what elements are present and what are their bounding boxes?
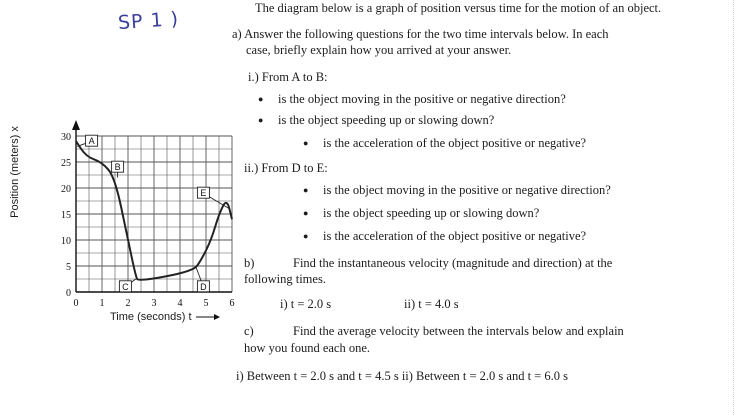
part-b-time-2: ii) t = 4.0 s	[404, 297, 459, 311]
bullet-icon: ●	[303, 208, 309, 218]
bullet-icon: ●	[258, 115, 264, 125]
y-tick-label: 0	[66, 288, 71, 299]
x-tick-label: 0	[73, 298, 79, 309]
x-tick-label: 1	[99, 298, 105, 309]
part-ii-question-1: is the object moving in the positive or negative direction?	[323, 183, 611, 197]
point-label: C	[122, 281, 129, 292]
part-b-line2: following times.	[244, 272, 326, 286]
y-tick-label: 25	[61, 158, 71, 169]
part-a-line1: a) Answer the following questions for the two time intervals below. In each	[232, 27, 609, 41]
part-b-line1: Find the instantaneous velocity (magnitude and direction) at the	[293, 256, 613, 270]
part-ii-question-3: is the acceleration of the object positive or negative?	[323, 229, 587, 243]
y-tick-label: 30	[61, 132, 71, 143]
part-ii-heading: ii.) From D to E:	[244, 161, 328, 175]
graph-x-axis-label: Time (seconds) t	[110, 311, 192, 323]
part-c-intervals: i) Between t = 2.0 s and t = 4.5 s ii) Between t = 2.0 s and t = 6.0 s	[236, 369, 568, 383]
part-i-heading: i.) From A to B:	[248, 70, 328, 84]
point-label: E	[200, 188, 207, 199]
y-tick-label: 15	[61, 210, 71, 221]
part-b-label: b)	[244, 256, 255, 270]
position-time-graph	[0, 0, 240, 330]
part-c-line1: Find the average velocity between the intervals below and explain	[293, 324, 624, 338]
part-ii-question-2: is the object speeding up or slowing down?	[323, 206, 540, 220]
point-label: D	[200, 281, 207, 292]
part-a-line2: case, briefly explain how you arrived at your answer.	[246, 43, 512, 57]
page-edge	[729, 0, 734, 415]
bullet-icon: ●	[303, 231, 309, 241]
point-label: B	[114, 162, 121, 173]
y-axis-arrow	[72, 120, 80, 130]
part-i-question-3: is the acceleration of the object positive or negative?	[323, 136, 587, 150]
part-c-line2: how you found each one.	[244, 341, 371, 355]
y-tick-label: 5	[66, 262, 71, 273]
part-b-time-1: i) t = 2.0 s	[280, 297, 332, 311]
x-tick-label: 5	[203, 298, 209, 309]
graph-grid	[76, 136, 232, 292]
bullet-icon: ●	[303, 138, 309, 148]
bullet-icon: ●	[258, 94, 264, 104]
graph-y-axis-label: Position (meters) x	[9, 126, 21, 218]
graph-point-labels	[86, 135, 210, 292]
x-tick-label: 4	[177, 298, 183, 309]
point-label: A	[88, 136, 95, 147]
x-tick-label: 3	[151, 298, 157, 309]
y-tick-label: 10	[61, 236, 71, 247]
part-i-question-1: is the object moving in the positive or negative direction?	[278, 92, 566, 106]
x-tick-label: 2	[125, 298, 131, 309]
part-i-question-2: is the object speeding up or slowing down?	[278, 113, 495, 127]
x-tick-label: 6	[229, 298, 235, 309]
y-tick-label: 20	[61, 184, 71, 195]
handwritten-label: SP 1 )	[117, 7, 180, 35]
intro-text: The diagram below is a graph of position versus time for the motion of an object.	[255, 1, 662, 15]
bullet-icon: ●	[303, 185, 309, 195]
x-label-arrow-head	[214, 314, 220, 320]
part-c-label: c)	[244, 324, 254, 338]
